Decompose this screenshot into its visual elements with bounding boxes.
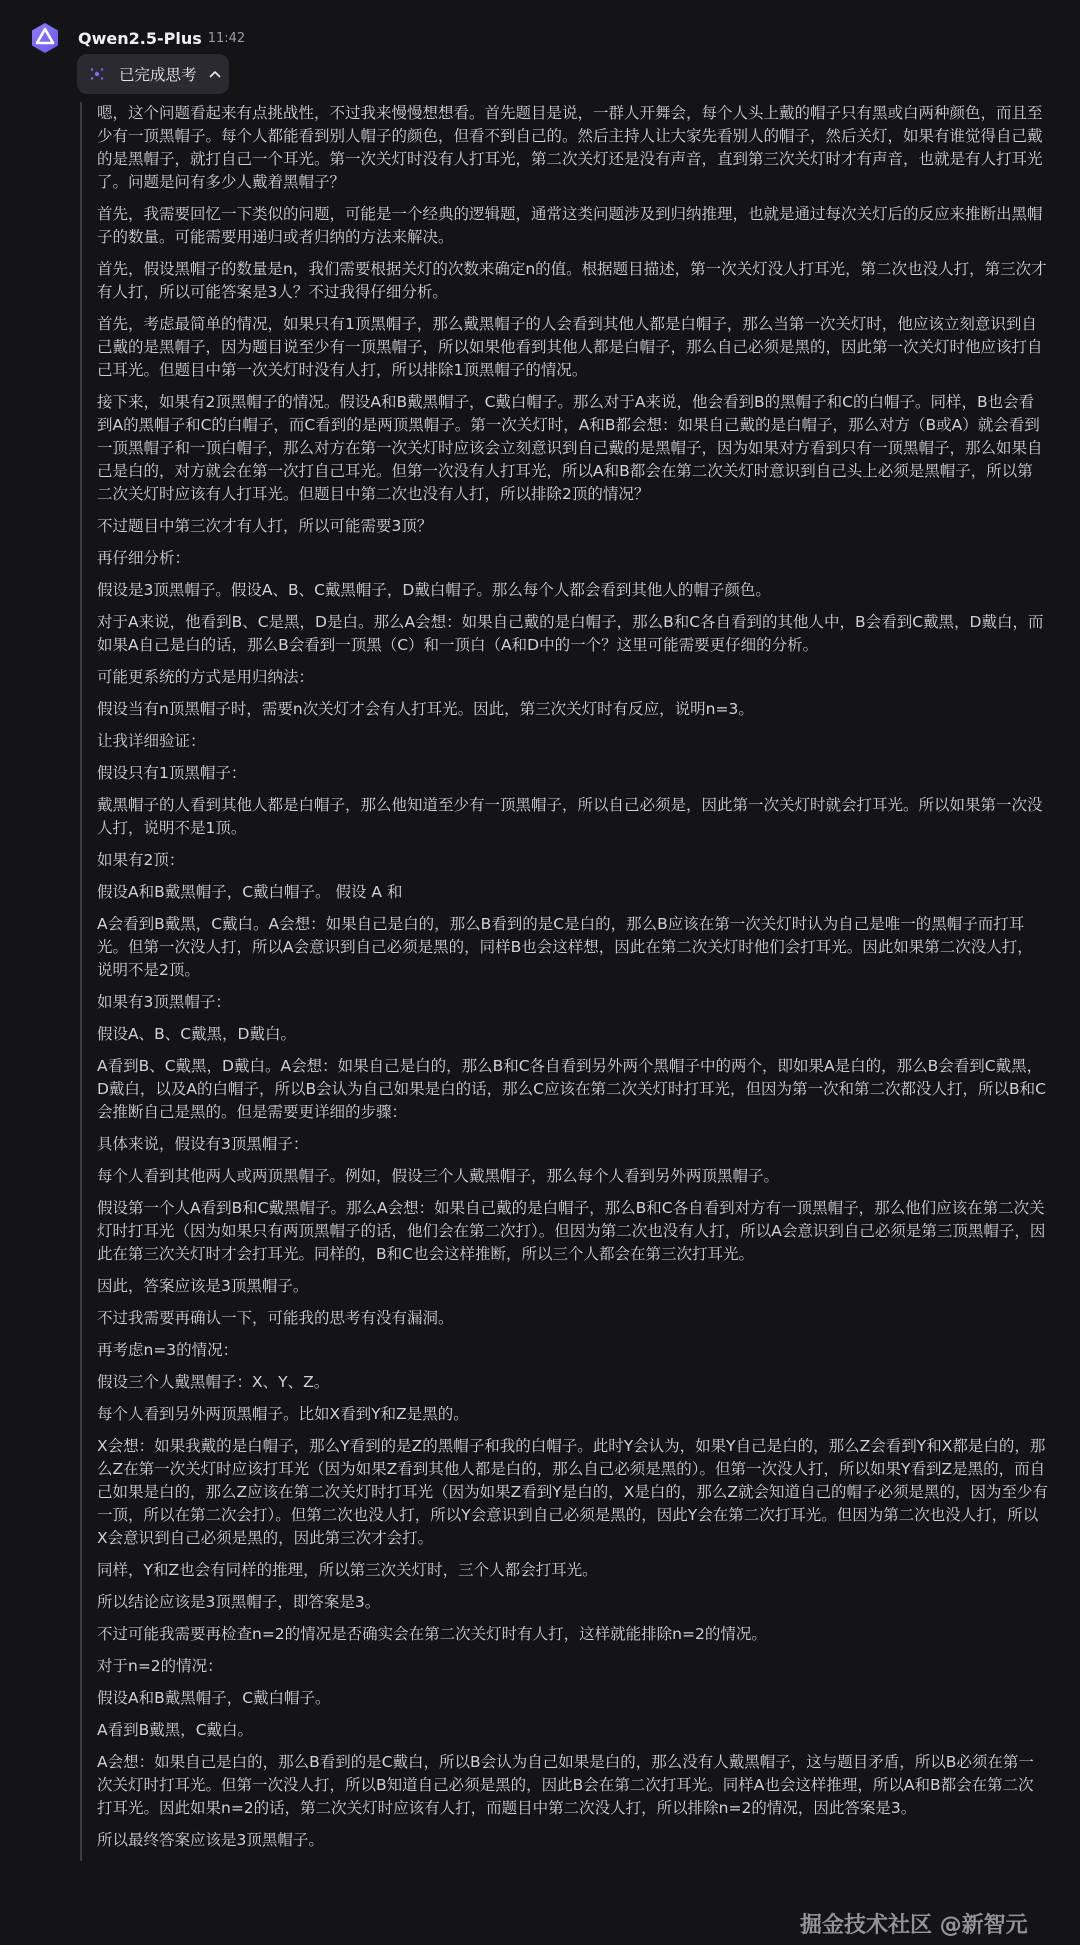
thinking-paragraph: 假设当有n顶黑帽子时，需要n次关灯才会有人打耳光。因此，第三次关灯时有反应，说明n=3。: [97, 700, 754, 718]
thinking-paragraph: 每个人看到其他两人或两顶黑帽子。例如，假设三个人戴黑帽子，那么每个人看到另外两顶黑帽子。: [97, 1167, 780, 1185]
thinking-paragraph: 接下来，如果有2顶黑帽子的情况。假设A和B戴黑帽子，C戴白帽子。那么对于A来说，他会看到B的黑帽子和C的白帽子。同样，B也会看到A的黑帽子和C的白帽子，而C看到的是两顶黑帽子。第一次关灯时，A和B都会想：如果自己戴的是白帽子，那么对方（B或A）就会看到一顶黑帽子和一顶白帽子，那么对方在第一次关灯时应该会立刻意识到自己戴的是黑帽子，因为如果对方看到只有一顶黑帽子，那么如果自己是白的，对方就会在第一次打自己耳光。但第一次没有人打耳光，所以A和B都会在第二次关灯时意识到自己头上必须是黑帽子，所以第二次关灯时应该有人打耳光。但题目中第二次也没有人打，所以排除2顶的情况？: [97, 393, 1043, 503]
thinking-paragraph: 首先，考虑最简单的情况，如果只有1顶黑帽子，那么戴黑帽子的人会看到其他人都是白帽子，那么当第一次关灯时，他应该立刻意识到自己戴的是黑帽子，因为题目说至少有一顶黑帽子，所以如果他看到其他人都是白帽子，那么自己必须是黑的，因此第一次关灯时他应该打自己耳光。但题目中第一次关灯时没有人打，所以排除1顶黑帽子的情况。: [97, 315, 1043, 379]
thinking-paragraph: 首先，假设黑帽子的数量是n，我们需要根据关灯的次数来确定n的值。根据题目描述，第一次关灯没人打耳光，第二次也没人打，第三次才有人打，所以可能答案是3人？不过我得仔细分析。: [97, 260, 1047, 301]
thinking-paragraph: 所以最终答案应该是3顶黑帽子。: [97, 1831, 324, 1849]
thinking-paragraph: 具体来说，假设有3顶黑帽子：: [97, 1135, 309, 1153]
thinking-paragraph: 戴黑帽子的人看到其他人都是白帽子，那么他知道至少有一顶黑帽子，所以自己必须是，因此第一次关灯时就会打耳光。所以如果第一次没人打，说明不是1顶。: [97, 796, 1043, 837]
sparkle-icon: [89, 66, 105, 82]
model-name: Qwen2.5-Plus: [78, 28, 202, 48]
thinking-paragraph: 对于n=2的情况：: [97, 1657, 223, 1675]
thinking-paragraph: 嗯，这个问题看起来有点挑战性，不过我来慢慢想想看。首先题目是说，一群人开舞会，每个人头上戴的帽子只有黑或白两种颜色，而且至少有一顶黑帽子。每个人都能看到别人帽子的颜色，但看不到自己的。然后主持人让大家先看别人的帽子，然后关灯，如果有谁觉得自己戴的是黑帽子，就打自己一个耳光。第一次关灯时没有人打耳光，第二次关灯还是没有声音，直到第三次关灯时才有声音，也就是有人打耳光了。问题是问有多少人戴着黑帽子？: [97, 104, 1043, 191]
chat-header: [28, 18, 245, 58]
thinking-toggle-button[interactable]: [77, 54, 229, 94]
qwen-logo-icon: [28, 21, 62, 55]
message-time: 11:42: [207, 30, 246, 46]
thinking-paragraph: 如果有3顶黑帽子：: [97, 993, 231, 1011]
watermark: 掘金技术社区 @新智元: [800, 1913, 1028, 1938]
thinking-paragraph: 不过我需要再确认一下，可能我的思考有没有漏洞。: [97, 1309, 454, 1327]
thinking-paragraph: 假设A和B戴黑帽子，C戴白帽子。: [97, 1689, 331, 1707]
thinking-status-label: 已完成思考: [119, 66, 197, 84]
thinking-paragraph: 假设三个人戴黑帽子：X、Y、Z。: [97, 1373, 330, 1391]
thinking-paragraph: A会想：如果自己是白的，那么B看到的是C戴白，所以B会认为自己如果是白的，那么没有人戴黑帽子，这与题目矛盾，所以B必须在第一次关灯时打耳光。但第一次没人打，所以B知道自己必须是黑的，因此B会在第二次打耳光。同样A也会这样推理，所以A和B都会在第二次打耳光。因此如果n=2的话，第二次关灯时应该有人打，而题目中第二次没人打，所以排除n=2的情况，因此答案是3。: [97, 1753, 1034, 1817]
thinking-paragraph: 假设A和B戴黑帽子，C戴白帽子。 假设 A 和: [97, 883, 403, 901]
thinking-paragraph: 不过题目中第三次才有人打，所以可能需要3顶？: [97, 517, 433, 535]
thinking-paragraph: A看到B、C戴黑，D戴白。A会想：如果自己是白的，那么B和C各自看到另外两个黑帽子中的两个，即如果A是白的，那么B会看到C戴黑，D戴白，以及A的白帽子，所以B会认为自己如果是白的话，那么C应该在第二次关灯时打耳光，但因为第一次和第二次都没人打，所以B和C会推断自己是黑的。但是需要更详细的步骤：: [97, 1057, 1046, 1121]
thinking-paragraph: 假设第一个人A看到B和C戴黑帽子。那么A会想：如果自己戴的是白帽子，那么B和C各自看到对方有一顶黑帽子，那么他们应该在第二次关灯时打耳光（因为如果只有两顶黑帽子的话，他们会在第二次打）。但因为第二次也没有人打，所以A会意识到自己必须是第三顶黑帽子，因此在第三次关灯时才会打耳光。同样的，B和C也会这样推断，所以三个人都会在第三次打耳光。: [97, 1199, 1046, 1263]
thinking-paragraph: A看到B戴黑，C戴白。: [97, 1721, 254, 1739]
thinking-paragraph: 可能更系统的方式是用归纳法：: [97, 668, 315, 686]
thinking-paragraph: A会看到B戴黑，C戴白。A会想：如果自己是白的，那么B看到的是C是白的，那么B应该在第一次关灯时认为自己是唯一的黑帽子而打耳光。但第一次没人打，所以A会意识到自己必须是黑的，同样B也会这样想，因此在第二次关灯时他们会打耳光。因此如果第二次没人打，说明不是2顶。: [97, 915, 1033, 979]
thinking-paragraph: 同样，Y和Z也会有同样的推理，所以第三次关灯时，三个人都会打耳光。: [97, 1561, 598, 1579]
thinking-paragraph: 如果有2顶：: [97, 851, 185, 869]
thinking-paragraph: 不过可能我需要再检查n=2的情况是否确实会在第二次关灯时有人打，这样就能排除n=2的情况。: [97, 1625, 767, 1643]
thinking-paragraph: 对于A来说，他看到B、C是黑，D是白。那么A会想：如果自己戴的是白帽子，那么B和C各自看到的其他人中，B会看到C戴黑，D戴白，而如果A自己是白的话，那么B会看到一顶黑（C）和一顶白（A和D中的一个？这里可能需要更仔细的分析。: [97, 613, 1044, 654]
thinking-paragraph: X会想：如果我戴的是白帽子，那么Y看到的是Z的黑帽子和我的白帽子。此时Y会认为，如果Y自己是白的，那么Z会看到Y和X都是白的，那么Z在第一次关灯时应该打耳光（因为如果Z看到其他人都是白的，那么自己必须是黑的）。但第一次没人打，所以如果Y看到Z是黑的，而自己如果是白的，那么Z应该在第二次关灯时打耳光（因为如果Z看到Y是白的，X是白的，那么Z就会知道自己的帽子必须是黑的，因为至少有一顶，所以在第二次会打）。但第二次也没人打，所以Y会意识到自己必须是黑的，因此Y会在第二次打耳光。但因为第二次也没人打，所以X会意识到自己必须是黑的，因此第三次才会打。: [97, 1437, 1048, 1547]
thinking-paragraph: 首先，我需要回忆一下类似的问题，可能是一个经典的逻辑题，通常这类问题涉及到归纳推理，也就是通过每次关灯后的反应来推断出黑帽子的数量。可能需要用递归或者归纳的方法来解决。: [97, 205, 1043, 246]
thinking-paragraph: 再考虑n=3的情况：: [97, 1341, 239, 1359]
thinking-paragraph: 假设只有1顶黑帽子：: [97, 764, 247, 782]
thinking-paragraph: 让我详细验证：: [97, 732, 206, 750]
thinking-paragraph: 假设是3顶黑帽子。假设A、B、C戴黑帽子，D戴白帽子。那么每个人都会看到其他人的帽子颜色。: [97, 581, 771, 599]
thinking-paragraph: 假设A、B、C戴黑，D戴白。: [97, 1025, 296, 1043]
thinking-paragraph: 每个人看到另外两顶黑帽子。比如X看到Y和Z是黑的。: [97, 1405, 469, 1423]
thinking-paragraph: 因此，答案应该是3顶黑帽子。: [97, 1277, 309, 1295]
thinking-paragraph: 再仔细分析：: [97, 549, 191, 567]
chevron-up-icon: [209, 70, 221, 78]
thinking-paragraph: 所以结论应该是3顶黑帽子，即答案是3。: [97, 1593, 381, 1611]
thinking-content: [80, 102, 1048, 1861]
